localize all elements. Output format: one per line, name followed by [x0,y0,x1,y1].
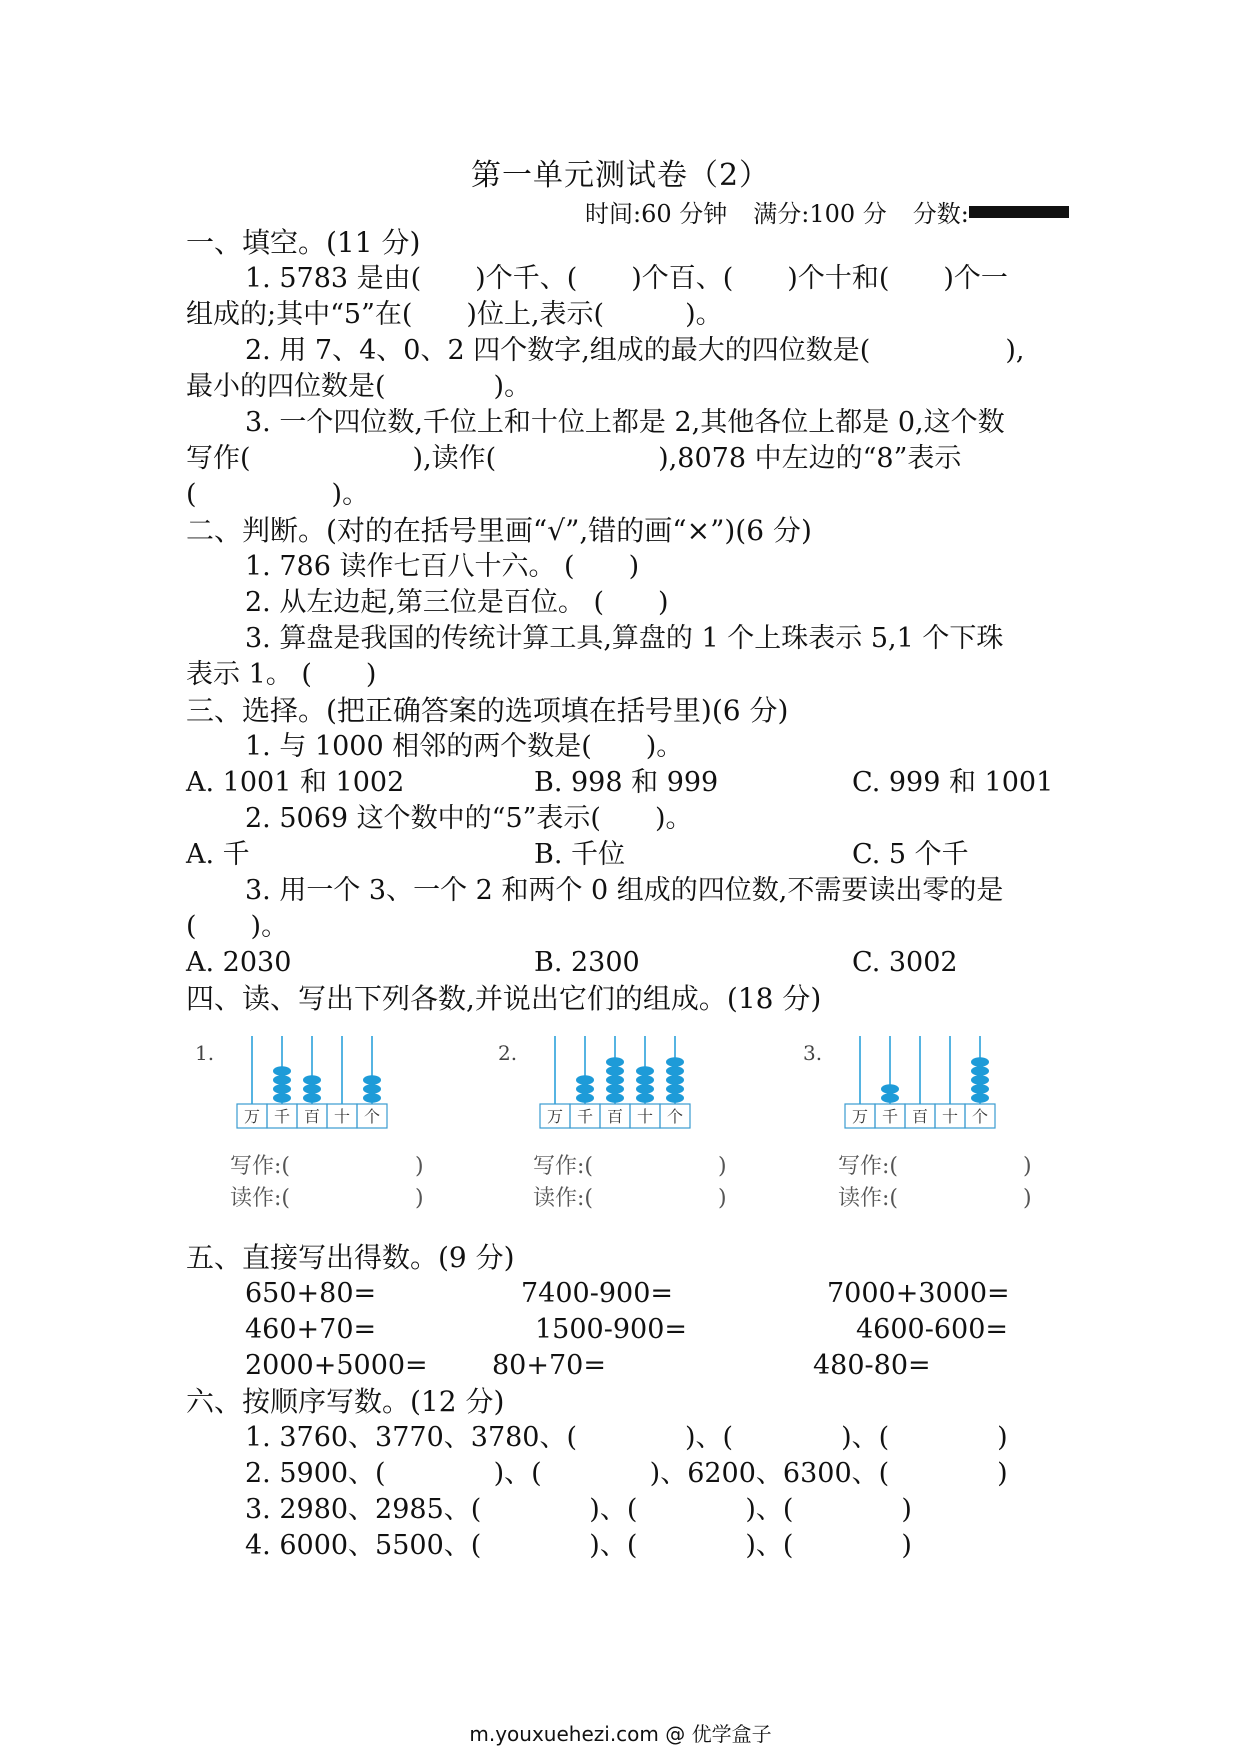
section-3-heading: 三、选择。(把正确答案的选项填在括号里)(6 分) [186,694,789,727]
s3-q2-option-b: B. 千位 [534,839,626,870]
s3-q1-option-b: B. 998 和 999 [534,767,719,798]
abacus-2-bead [636,1075,654,1085]
calc-2-1: 460+70= [245,1314,377,1345]
abacus-1-bead [303,1084,321,1094]
abacus-2-write-close: ) [718,1154,727,1179]
abacus-1-bead [363,1093,381,1103]
abacus-1-bead [273,1093,291,1103]
abacus-1-bead [303,1075,321,1085]
abacus-1-read-close: ) [415,1186,424,1211]
abacus-2-bead [636,1093,654,1103]
s3-q1: 1. 与 1000 相邻的两个数是( )。 [245,731,684,762]
abacus-1-bead [273,1075,291,1085]
abacus-2-number: 2. [498,1041,518,1065]
abacus-3-place-label: 百 [911,1107,929,1126]
abacus-2-bead [576,1093,594,1103]
abacus-3-place-label: 个 [971,1107,989,1126]
abacus-1-write-close: ) [415,1154,424,1179]
s3-q3-line1: 3. 用一个 3、一个 2 和两个 0 组成的四位数,不需要读出零的是 [245,875,1004,906]
abacus-3-write-close: ) [1023,1154,1032,1179]
section-4-heading: 四、读、写出下列各数,并说出它们的组成。(18 分) [186,982,822,1015]
footer-watermark: m.youxuehezi.com @ 优学盒子 [469,1722,772,1746]
s1-q2-line2: 最小的四位数是( )。 [186,371,532,402]
calc-1-1: 650+80= [245,1278,377,1309]
page-title: 第一单元测试卷（2） [470,158,771,193]
calc-3-3: 480-80= [813,1350,931,1381]
abacus-1-number: 1. [195,1041,215,1065]
abacus-1-write-label: 写作:( [230,1154,290,1179]
s1-q1-line1: 1. 5783 是由( )个千、( )个百、( )个十和( )个一 [245,263,1008,294]
abacus-1-place-label: 十 [333,1107,351,1126]
calc-1-3: 7000+3000= [827,1278,1010,1309]
abacus-1-read-label: 读作:( [230,1186,290,1211]
s6-q2: 2. 5900、( )、( )、6200、6300、( ) [245,1458,1008,1489]
abacus-1-place-label: 万 [243,1107,261,1126]
score-blank-field[interactable] [969,206,1069,218]
abacus-2-place-label: 万 [546,1107,564,1126]
s1-q3-line3: ( )。 [186,479,370,510]
s6-q1: 1. 3760、3770、3780、( )、( )、( ) [245,1422,1008,1453]
abacus-2-read-close: ) [718,1186,727,1211]
abacus-3-bead [881,1084,899,1094]
abacus-2-bead [636,1066,654,1076]
section-1-heading: 一、填空。(11 分) [186,226,421,259]
abacus-3-read-label: 读作:( [838,1186,898,1211]
abacus-2-place-label: 千 [576,1107,594,1126]
abacus-1-bead [273,1084,291,1094]
abacus-3-bead [971,1093,989,1103]
abacus-1-bead [303,1093,321,1103]
s3-q1-option-a: A. 1001 和 1002 [186,767,405,798]
s3-q3-line2: ( )。 [186,911,289,942]
calc-3-1: 2000+5000= [245,1350,428,1381]
s2-q1: 1. 786 读作七百八十六。 ( ) [245,551,640,582]
abacus-2-bead [666,1066,684,1076]
calc-2-2: 1500-900= [535,1314,687,1345]
abacus-2-place-label: 个 [666,1107,684,1126]
s3-q3-option-b: B. 2300 [534,947,640,978]
abacus-3-bead [971,1066,989,1076]
abacus-2-bead [666,1084,684,1094]
abacus-2-bead [576,1084,594,1094]
abacus-3-bead [971,1057,989,1067]
abacus-3-write-label: 写作:( [838,1154,898,1179]
abacus-3-bead [881,1093,899,1103]
abacus-3-number: 3. [803,1041,823,1065]
s6-q4: 4. 6000、5500、( )、( )、( ) [245,1530,912,1561]
calc-3-2: 80+70= [492,1350,606,1381]
abacus-3 [838,1030,998,1130]
abacus-2-place-label: 百 [606,1107,624,1126]
section-5-heading: 五、直接写出得数。(9 分) [186,1241,515,1274]
abacus-2 [533,1030,693,1130]
calc-1-2: 7400-900= [521,1278,673,1309]
s3-q3-option-c: C. 3002 [852,947,958,978]
abacus-2-bead [606,1084,624,1094]
s3-q2-option-c: C. 5 个千 [852,839,969,870]
abacus-2-bead [666,1075,684,1085]
abacus-2-bead [666,1093,684,1103]
abacus-2-bead [606,1057,624,1067]
abacus-3-bead [971,1084,989,1094]
s2-q2: 2. 从左边起,第三位是百位。 ( ) [245,587,669,618]
s3-q3-option-a: A. 2030 [186,947,292,978]
abacus-3-place-label: 千 [881,1107,899,1126]
abacus-2-bead [576,1075,594,1085]
s3-q2: 2. 5069 这个数中的“5”表示( )。 [245,803,693,834]
s2-q3-line2: 表示 1。 ( ) [186,659,377,690]
s1-q2-line1: 2. 用 7、4、0、2 四个数字,组成的最大的四位数是( ), [245,335,1025,366]
full-score-info: 满分:100 分 [753,200,887,228]
s1-q3-line1: 3. 一个四位数,千位上和十位上都是 2,其他各位上都是 0,这个数 [245,407,1005,438]
abacus-1-bead [363,1084,381,1094]
abacus-2-bead [606,1093,624,1103]
abacus-3-bead [971,1075,989,1085]
s1-q1-line2: 组成的;其中“5”在( )位上,表示( )。 [186,299,723,330]
abacus-3-place-label: 十 [941,1107,959,1126]
s2-q3-line1: 3. 算盘是我国的传统计算工具,算盘的 1 个上珠表示 5,1 个下珠 [245,623,1004,654]
s1-q3-line2: 写作( ),读作( ),8078 中左边的“8”表示 [186,443,962,474]
section-6-heading: 六、按顺序写数。(12 分) [186,1385,505,1418]
s6-q3: 3. 2980、2985、( )、( )、( ) [245,1494,912,1525]
abacus-3-place-label: 万 [851,1107,869,1126]
abacus-2-write-label: 写作:( [533,1154,593,1179]
abacus-2-bead [636,1084,654,1094]
abacus-1-bead [273,1066,291,1076]
abacus-2-bead [606,1066,624,1076]
abacus-2-place-label: 十 [636,1107,654,1126]
abacus-1-place-label: 百 [303,1107,321,1126]
s3-q2-option-a: A. 千 [186,839,250,870]
abacus-3-read-close: ) [1023,1186,1032,1211]
time-info: 时间:60 分钟 [585,200,728,228]
calc-2-3: 4600-600= [856,1314,1008,1345]
abacus-1 [230,1030,390,1130]
abacus-2-bead [606,1075,624,1085]
abacus-2-read-label: 读作:( [533,1186,593,1211]
abacus-2-bead [666,1057,684,1067]
section-2-heading: 二、判断。(对的在括号里画“√”,错的画“×”)(6 分) [186,514,812,547]
score-label: 分数: [912,200,969,228]
abacus-1-place-label: 个 [363,1107,381,1126]
abacus-1-bead [363,1075,381,1085]
abacus-1-place-label: 千 [273,1107,291,1126]
s3-q1-option-c: C. 999 和 1001 [852,767,1054,798]
exam-meta [585,194,1095,229]
